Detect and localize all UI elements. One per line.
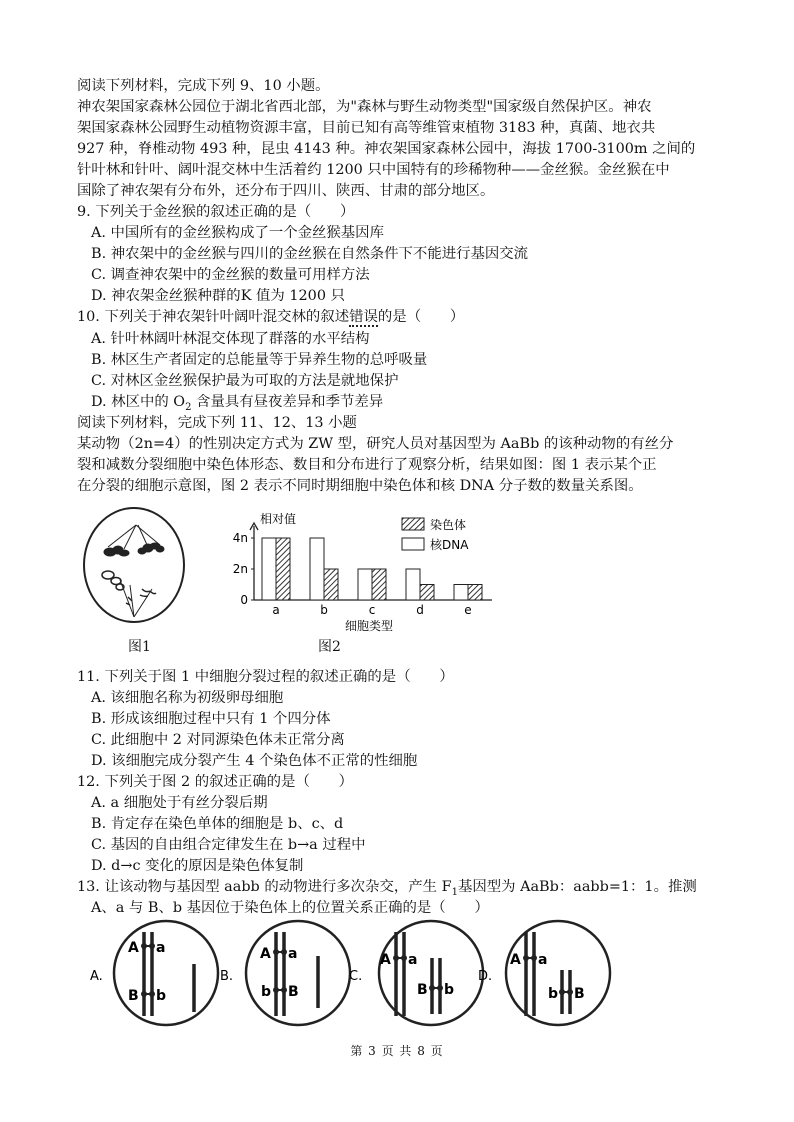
q10-stem-post: 的是（ ） bbox=[377, 309, 465, 325]
x-tick-label-b: b bbox=[320, 603, 328, 617]
q9-option-a: A. 中国所有的金丝猴构成了一个金丝猴基因库 bbox=[91, 225, 384, 241]
legend-swatch-dna bbox=[402, 538, 424, 550]
intro1-line6: 国除了神农架有分布外，还分布于四川、陕西、甘肃的部分地区。 bbox=[77, 183, 495, 199]
q11-stem: 11. 下列关于图 1 中细胞分裂过程的叙述正确的是（ ） bbox=[77, 669, 454, 685]
q13-stem-pre: 13. 让该动物与基因型 aabb 的动物进行多次杂交，产生 F bbox=[77, 879, 452, 895]
figure2-caption: 图2 bbox=[318, 639, 341, 655]
q9-option-d: D. 神农架金丝猴种群的K 值为 1200 只 bbox=[91, 288, 345, 304]
q10-option-c: C. 对林区金丝猴保护最为可取的方法是就地保护 bbox=[91, 373, 399, 389]
intro2-line1: 阅读下列材料，完成下列 11、12、13 小题 bbox=[77, 415, 357, 431]
q13-stem-line2: A、a 与 B、b 基因位于染色体上的位置关系正确的是（ ） bbox=[91, 900, 489, 916]
q10-option-b: B. 林区生产者固定的总能量等于异养生物的总呼吸量 bbox=[91, 352, 428, 368]
q10-option-d-pre: D. 林区中的 O bbox=[91, 394, 186, 410]
svg-text:B: B bbox=[417, 982, 428, 998]
svg-text:a: a bbox=[408, 952, 418, 968]
q13-option-b-cell bbox=[246, 921, 350, 1025]
svg-text:b: b bbox=[444, 982, 455, 998]
bar-chromosome-e bbox=[468, 585, 482, 601]
intro2-line3: 裂和减数分裂细胞中染色体形态、数目和分布进行了观察分析，结果如图：图 1 表示某个正 bbox=[77, 457, 657, 473]
svg-text:a: a bbox=[156, 940, 166, 956]
svg-text:a: a bbox=[538, 952, 548, 968]
bar-chromosome-a bbox=[276, 538, 290, 600]
svg-text:b: b bbox=[156, 988, 167, 1004]
q12-stem: 12. 下列关于图 2 的叙述正确的是（ ） bbox=[77, 774, 354, 790]
q13-label-b: B. bbox=[220, 969, 234, 984]
bar-dna-e bbox=[454, 585, 468, 601]
q9-option-c: C. 调查神农架中的金丝猴的数量可用样方法 bbox=[91, 267, 370, 283]
q13-label-c: C. bbox=[349, 969, 363, 984]
q12-option-b: B. 肯定存在染色单体的细胞是 b、c、d bbox=[91, 816, 344, 832]
q12-option-a: A. a 细胞处于有丝分裂后期 bbox=[91, 795, 268, 811]
intro1-line5: 针叶林和针叶、阔叶混交林中生活着约 1200 只中国特有的珍稀物种——金丝猴。金丝猴在中 bbox=[77, 162, 670, 178]
q13-stem-sub: 1 bbox=[451, 886, 458, 898]
svg-text:a: a bbox=[288, 946, 298, 962]
q11-option-c: C. 此细胞中 2 对同源染色体未正常分离 bbox=[91, 732, 345, 748]
q10-stem bbox=[77, 307, 464, 328]
svg-text:B: B bbox=[574, 986, 585, 1002]
figure1-cell-diagram bbox=[80, 505, 200, 655]
q12-option-c: C. 基因的自由组合定律发生在 b→a 过程中 bbox=[91, 837, 366, 853]
svg-text:b: b bbox=[261, 984, 272, 1000]
q13-option-a-cell bbox=[114, 921, 218, 1025]
q10-stem-emphasis: 错误 bbox=[349, 309, 378, 325]
legend-swatch-chromosome bbox=[402, 518, 424, 530]
upper-chromosomes bbox=[104, 525, 164, 556]
svg-text:B: B bbox=[288, 984, 299, 1000]
bar-dna-d bbox=[406, 569, 420, 600]
q9-option-b: B. 神农架中的金丝猴与四川的金丝猴在自然条件下不能进行基因交流 bbox=[91, 246, 529, 262]
q13-option-d-cell bbox=[506, 921, 610, 1025]
q13-option-c-cell bbox=[379, 921, 483, 1025]
svg-text:B: B bbox=[128, 988, 139, 1004]
svg-text:A: A bbox=[380, 952, 391, 968]
lower-chromosomes bbox=[102, 571, 156, 617]
chart-xlabel: 细胞类型 bbox=[345, 619, 394, 632]
q10-option-d-post: 含量具有昼夜差异和季节差异 bbox=[191, 394, 384, 410]
intro1-line1: 阅读下列材料，完成下列 9、10 小题。 bbox=[77, 78, 330, 94]
x-tick-label-c: c bbox=[368, 603, 376, 617]
q11-option-b: B. 形成该细胞过程中只有 1 个四分体 bbox=[91, 711, 331, 727]
q13-label-a: A. bbox=[90, 969, 103, 984]
intro1-line3: 架国家森林公园野生动植物资源丰富，目前已知有高等维管束植物 3183 种，真菌、地衣共 bbox=[77, 120, 656, 136]
bar-dna-a bbox=[262, 538, 276, 600]
intro2-line4: 在分裂的细胞示意图，图 2 表示不同时期细胞中染色体和核 DNA 分子数的数量关系图。 bbox=[77, 478, 643, 494]
bar-chromosome-c bbox=[372, 569, 386, 600]
q12-option-d: D. d→c 变化的原因是染色体复制 bbox=[91, 858, 304, 874]
svg-text:A: A bbox=[260, 946, 271, 962]
q10-option-d-sub: 2 bbox=[185, 401, 192, 413]
svg-text:b: b bbox=[548, 986, 559, 1002]
bar-dna-b bbox=[310, 538, 324, 600]
bar-chromosome-d bbox=[420, 585, 434, 601]
q11-option-a: A. 该细胞名称为初级卵母细胞 bbox=[91, 690, 284, 706]
q10-stem-pre: 10. 下列关于神农架针叶阔叶混交林的叙述 bbox=[77, 309, 350, 325]
bar-chromosome-b bbox=[324, 569, 338, 600]
page-footer: 第 3 页 共 8 页 bbox=[350, 1044, 444, 1058]
x-tick-label-e: e bbox=[464, 603, 472, 617]
intro1-line2: 神农架国家森林公园位于湖北省西北部，为"森林与野生动物类型"国家级自然保护区。神农 bbox=[77, 99, 652, 115]
y-tick-label: 4n bbox=[232, 531, 248, 545]
q13-label-d: D. bbox=[478, 969, 493, 984]
legend-label-dna: 核DNA bbox=[430, 538, 469, 552]
q10-option-a: A. 针叶林阔叶林混交体现了群落的水平结构 bbox=[91, 331, 370, 347]
intro1-line4: 927 种，脊椎动物 493 种，昆虫 4143 种。神农架国家森林公园中，海拔 1700-3100m 之间的 bbox=[77, 141, 696, 157]
q13-stem-post: 基因型为 AaBb：aabb=1：1。推测 bbox=[457, 879, 697, 895]
chart-ylabel: 相对值 bbox=[260, 512, 297, 526]
y-tick-label: 2n bbox=[232, 562, 248, 576]
svg-text:A: A bbox=[128, 940, 139, 956]
cell-membrane bbox=[84, 508, 184, 622]
q9-stem: 9. 下列关于金丝猴的叙述正确的是（ ） bbox=[77, 204, 355, 220]
q11-option-d: D. 该细胞完成分裂产生 4 个染色体不正常的性细胞 bbox=[91, 753, 418, 769]
bar-dna-c bbox=[358, 569, 372, 600]
legend-label-chromosome: 染色体 bbox=[430, 518, 467, 532]
x-tick-label-a: a bbox=[272, 603, 280, 617]
figure2-bar-chart bbox=[230, 510, 500, 632]
x-tick-label-d: d bbox=[416, 603, 424, 617]
q13-option-diagrams bbox=[86, 918, 616, 1030]
y-tick-label: 0 bbox=[240, 593, 248, 607]
intro2-line2: 某动物（2n=4）的性别决定方式为 ZW 型，研究人员对基因型为 AaBb 的该种动物的有丝分 bbox=[77, 436, 674, 452]
svg-text:A: A bbox=[510, 952, 521, 968]
figure1-caption: 图1 bbox=[128, 639, 151, 655]
